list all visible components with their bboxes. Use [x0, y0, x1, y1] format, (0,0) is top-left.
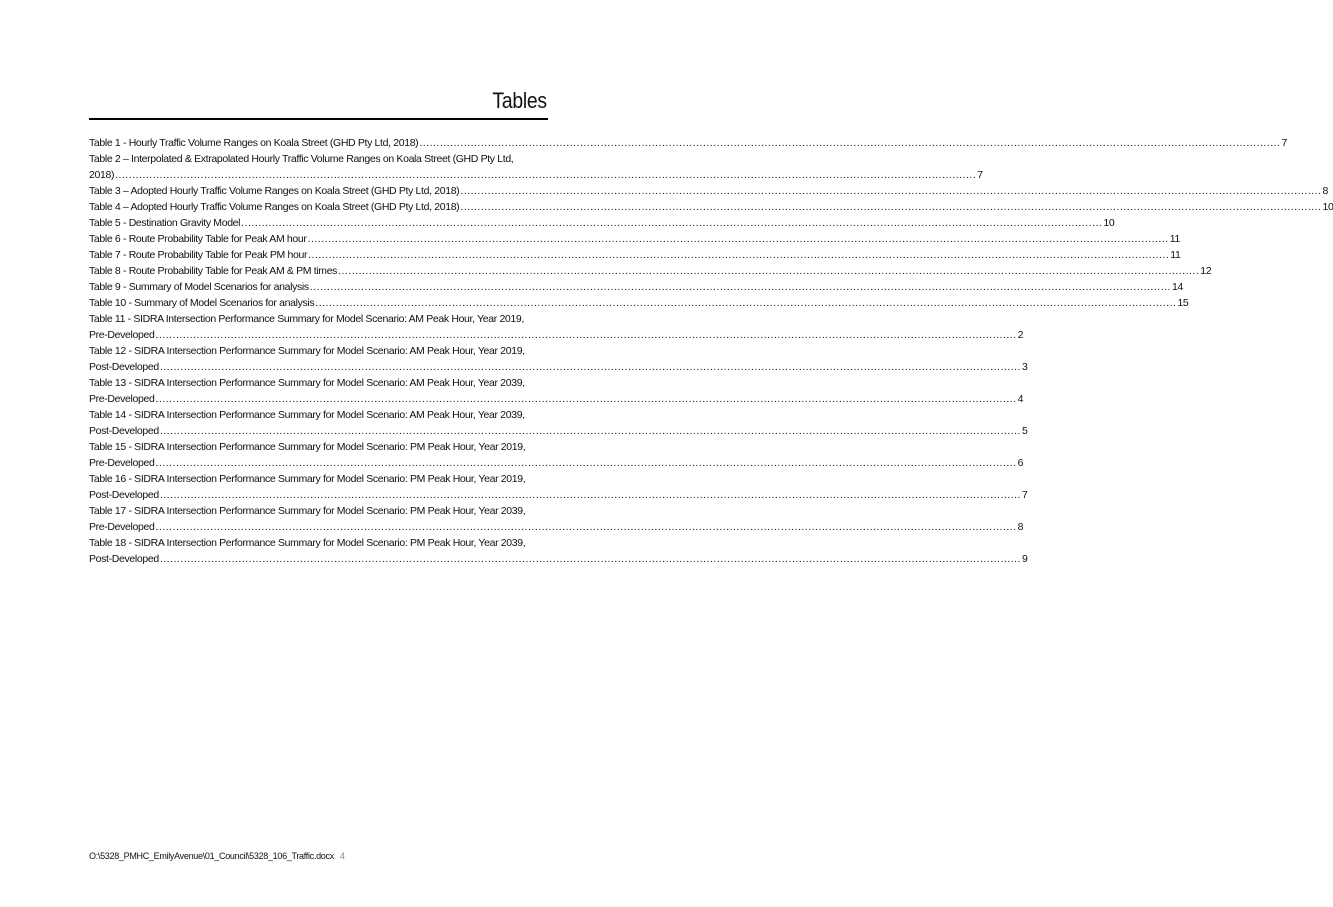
toc-entry[interactable] — [89, 215, 1115, 231]
toc-entry[interactable] — [89, 407, 1028, 439]
toc-entry-title: Table 9 - Summary of Model Scenarios for analysis — [89, 281, 309, 293]
toc-entry[interactable] — [89, 247, 1181, 263]
toc-page-number: 7 — [1281, 137, 1287, 149]
toc-entry[interactable] — [89, 439, 1024, 471]
toc-entry-title-line1: Table 11 - SIDRA Intersection Performance Summary for Model Scenario: AM Peak Hour, Year 2019, — [89, 313, 524, 325]
toc-dot-leader — [460, 199, 1321, 215]
heading-rule — [89, 118, 548, 120]
toc-entry-line — [89, 215, 1115, 231]
toc-entry-title: Post-Developed — [89, 361, 159, 373]
toc-page-number: 8 — [1017, 521, 1024, 533]
toc-entry-line — [89, 135, 1287, 151]
toc-entry-title: Table 6 - Route Probability Table for Peak AM hour — [89, 233, 307, 245]
toc-entry-line — [89, 487, 1028, 503]
toc-entry-line — [89, 423, 1028, 439]
toc-entry[interactable] — [89, 471, 1028, 503]
toc-page-number: 12 — [1200, 265, 1212, 277]
toc-entry-title: Pre-Developed — [89, 457, 155, 469]
table-of-tables — [89, 135, 1333, 567]
toc-page-number: 10 — [1103, 217, 1115, 229]
toc-entry[interactable] — [89, 343, 1028, 375]
toc-entry-title: Table 7 - Route Probability Table for Peak PM hour — [89, 249, 308, 261]
toc-dot-leader — [241, 215, 1102, 231]
toc-entry-title-line1: Table 12 - SIDRA Intersection Performance Summary for Model Scenario: AM Peak Hour, Year 2019, — [89, 345, 525, 357]
toc-dot-leader — [338, 263, 1199, 279]
toc-page-number: 6 — [1017, 457, 1024, 469]
toc-entry[interactable] — [89, 535, 1028, 567]
toc-page-number: 7 — [977, 169, 983, 181]
toc-page-number: 2 — [1017, 329, 1024, 341]
toc-entry-title: Table 4 – Adopted Hourly Traffic Volume Ranges on Koala Street (GHD Pty Ltd, 2018) — [89, 201, 460, 213]
toc-entry-title: Post-Developed — [89, 553, 159, 565]
toc-dot-leader — [308, 247, 1169, 263]
toc-entry-line — [89, 391, 1024, 407]
toc-entry-line — [89, 247, 1181, 263]
toc-entry[interactable] — [89, 199, 1333, 215]
toc-entry-title: Pre-Developed — [89, 393, 155, 405]
toc-entry[interactable] — [89, 263, 1212, 279]
toc-entry-title-line1: Table 17 - SIDRA Intersection Performance Summary for Model Scenario: PM Peak Hour, Year 2039, — [89, 505, 526, 517]
toc-entry[interactable] — [89, 183, 1328, 199]
toc-entry[interactable] — [89, 151, 983, 183]
toc-entry-title: Table 5 - Destination Gravity Model — [89, 217, 241, 229]
toc-entry-title: Table 1 - Hourly Traffic Volume Ranges on Koala Street (GHD Pty Ltd, 2018) — [89, 137, 419, 149]
toc-dot-leader — [160, 551, 1021, 567]
toc-entry-title-line1: Table 13 - SIDRA Intersection Performance Summary for Model Scenario: AM Peak Hour, Year 2039, — [89, 377, 525, 389]
toc-entry-line — [89, 455, 1024, 471]
toc-entry-title: Post-Developed — [89, 489, 159, 501]
toc-entry[interactable] — [89, 375, 1024, 407]
toc-dot-leader — [156, 327, 1017, 343]
toc-entry-line — [89, 279, 1183, 295]
toc-page-number: 15 — [1177, 297, 1189, 309]
toc-entry-line — [89, 199, 1333, 215]
toc-entry[interactable] — [89, 311, 1024, 343]
toc-entry[interactable] — [89, 279, 1183, 295]
toc-entry-title-line1: Table 15 - SIDRA Intersection Performance Summary for Model Scenario: PM Peak Hour, Year 2019, — [89, 441, 526, 453]
toc-entry-title: Post-Developed — [89, 425, 159, 437]
toc-page-number: 7 — [1021, 489, 1028, 501]
toc-entry-title: Table 8 - Route Probability Table for Peak AM & PM times — [89, 265, 338, 277]
toc-entry-line — [89, 519, 1024, 535]
toc-dot-leader — [308, 231, 1169, 247]
toc-page-number: 4 — [1017, 393, 1024, 405]
toc-dot-leader — [156, 455, 1017, 471]
toc-entry-title: Table 3 – Adopted Hourly Traffic Volume Ranges on Koala Street (GHD Pty Ltd, 2018) — [89, 185, 460, 197]
toc-entry[interactable] — [89, 295, 1189, 311]
toc-page-number: 9 — [1021, 553, 1028, 565]
toc-entry[interactable] — [89, 503, 1024, 535]
toc-entry[interactable] — [89, 135, 1287, 151]
page-heading: Tables — [492, 88, 547, 113]
toc-dot-leader — [160, 423, 1021, 439]
footer-page-number: 4 — [339, 851, 345, 861]
toc-entry-title: Table 10 - Summary of Model Scenarios for analysis — [89, 297, 315, 309]
toc-dot-leader — [156, 391, 1017, 407]
toc-entry-title-line1: Table 2 – Interpolated & Extrapolated Hourly Traffic Volume Ranges on Koala Street (GHD Pty Ltd, — [89, 153, 514, 165]
toc-dot-leader — [310, 279, 1171, 295]
page-footer — [89, 851, 345, 861]
toc-page-number: 14 — [1171, 281, 1183, 293]
toc-dot-leader — [160, 487, 1021, 503]
toc-page-number: 8 — [1322, 185, 1328, 197]
toc-dot-leader — [156, 519, 1017, 535]
toc-entry-title: Pre-Developed — [89, 329, 155, 341]
toc-entry-line — [89, 551, 1028, 567]
toc-entry-line — [89, 295, 1189, 311]
toc-entry-line — [89, 183, 1328, 199]
toc-page-number: 11 — [1169, 233, 1180, 245]
toc-page-number: 11 — [1170, 249, 1181, 261]
footer-file-path: O:\5328_PMHC_EmilyAvenue\01_Council\5328_106_Traffic.docx — [89, 851, 334, 861]
toc-entry-line — [89, 327, 1024, 343]
toc-page-number: 3 — [1021, 361, 1028, 373]
toc-page-number: 10 — [1322, 201, 1333, 213]
toc-dot-leader — [419, 135, 1280, 151]
toc-dot-leader — [115, 167, 976, 183]
toc-entry-line — [89, 167, 983, 183]
toc-entry-line — [89, 359, 1028, 375]
toc-page-number: 5 — [1021, 425, 1028, 437]
toc-entry-title-line1: Table 16 - SIDRA Intersection Performance Summary for Model Scenario: PM Peak Hour, Year 2019, — [89, 473, 526, 485]
toc-entry-title-line1: Table 14 - SIDRA Intersection Performance Summary for Model Scenario: AM Peak Hour, Year 2039, — [89, 409, 525, 421]
toc-dot-leader — [160, 359, 1021, 375]
toc-entry-title: Pre-Developed — [89, 521, 155, 533]
toc-entry-line — [89, 263, 1212, 279]
toc-entry-title-line1: Table 18 - SIDRA Intersection Performance Summary for Model Scenario: PM Peak Hour, Year 2039, — [89, 537, 526, 549]
toc-entry-title: 2018) — [89, 169, 115, 181]
toc-dot-leader — [460, 183, 1321, 199]
toc-entry-line — [89, 231, 1180, 247]
toc-entry[interactable] — [89, 231, 1180, 247]
toc-dot-leader — [315, 295, 1176, 311]
